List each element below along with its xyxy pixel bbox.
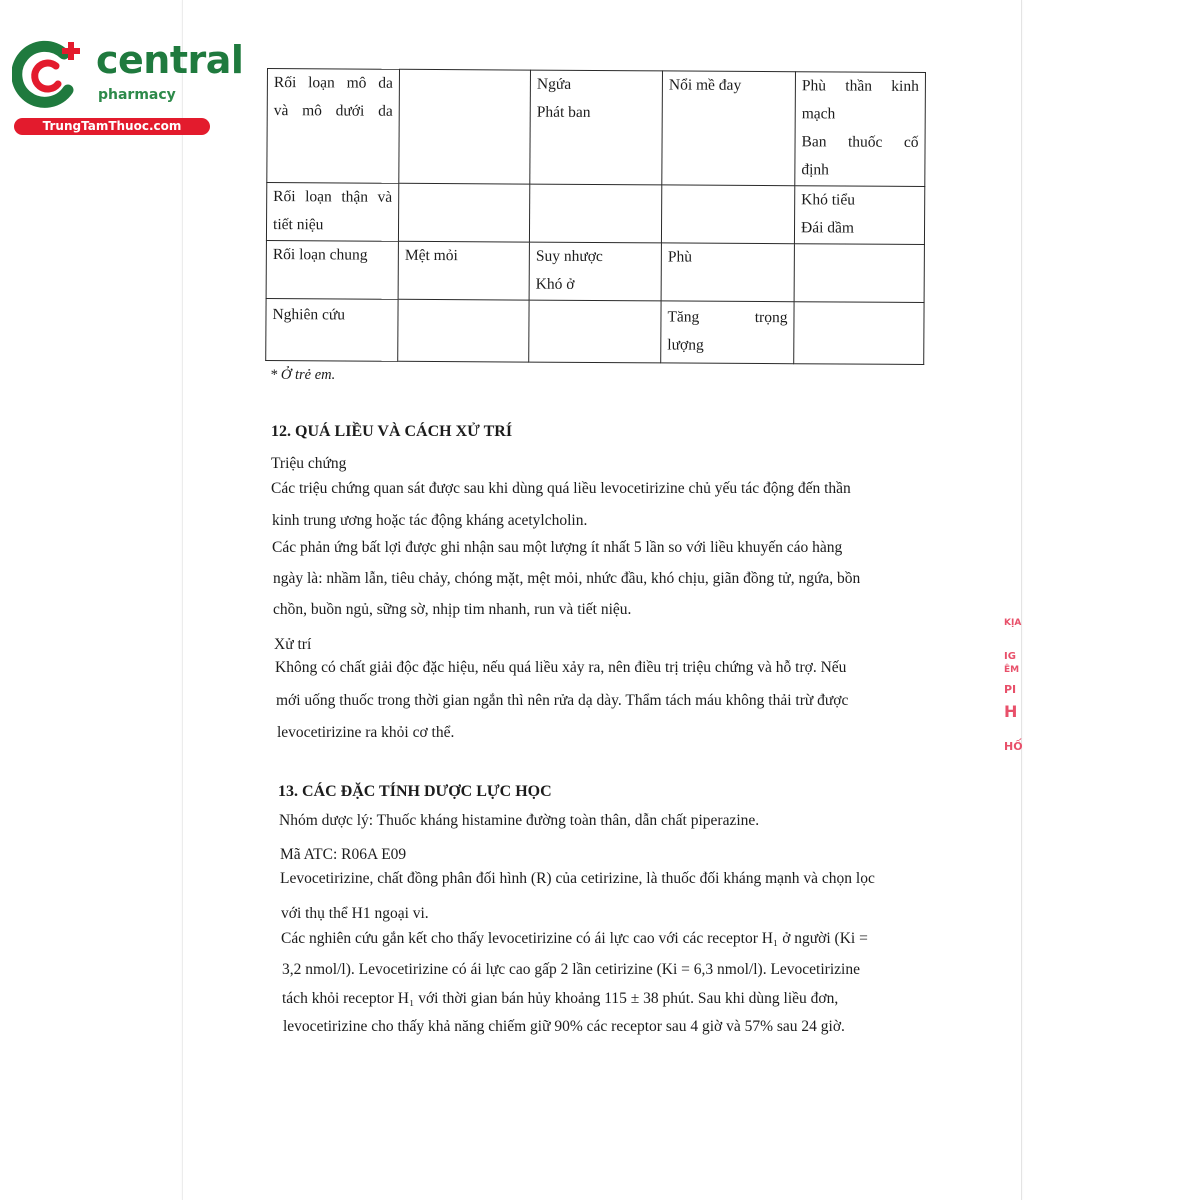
table-row	[267, 69, 926, 187]
table-cell: Khó tiểu Đái dầm	[794, 186, 924, 245]
logo-url-badge[interactable]: TrungTamThuoc.com	[14, 118, 210, 135]
paragraph-line: 3,2 nmol/l). Levocetirizine có ái lực cao gấp 2 lần cetirizine (Ki = 6,3 nmol/l). Levocetirizine	[282, 961, 860, 978]
table-cell: Phù	[661, 243, 794, 302]
adverse-reactions-table	[265, 68, 926, 365]
paragraph-line: với thụ thể H1 ngoại vi.	[281, 905, 429, 922]
table-cell: Rối loạn mô da và mô dưới da	[267, 69, 400, 184]
table-cell: Rối loạn chung	[266, 240, 398, 299]
paragraph-line: Nhóm dược lý: Thuốc kháng histamine đường toàn thân, dẫn chất piperazine.	[279, 812, 760, 829]
paragraph-line: Các nghiên cứu gắn kết cho thấy levocetirizine có ái lực cao với các receptor H₁ ở người (Ki =	[281, 930, 868, 947]
table-cell	[529, 184, 661, 243]
paragraph-line: mới uống thuốc trong thời gian ngắn thì nên rửa dạ dày. Thẩm tách máu không thải trừ được	[276, 692, 849, 709]
table-cell	[398, 183, 529, 242]
table-cell: Phù thần kinh mạch Ban thuốc cố định	[795, 72, 926, 187]
paragraph-line: chồn, buồn ngủ, sững sờ, nhịp tim nhanh, run và tiết niệu.	[273, 601, 632, 618]
table-cell	[661, 185, 794, 244]
table-cell	[794, 244, 924, 303]
table-row	[266, 298, 924, 364]
section-12-heading: 12. QUÁ LIỀU VÀ CÁCH XỬ TRÍ	[271, 423, 513, 440]
paragraph-line: tách khỏi receptor H₁ với thời gian bán hủy khoảng 115 ± 38 phút. Sau khi dùng liều đơn,	[282, 990, 839, 1007]
paragraph-line: Không có chất giải độc đặc hiệu, nếu quá liều xảy ra, nên điều trị triệu chứng và hỗ trợ. Nếu	[275, 659, 847, 676]
logo-brand: central	[96, 38, 244, 82]
table-cell: Ngứa Phát ban	[530, 70, 663, 185]
logo-subtitle: pharmacy	[98, 87, 176, 103]
paragraph-line: Các triệu chứng quan sát được sau khi dùng quá liều levocetirizine chủ yếu tác động đến thần	[271, 480, 851, 497]
paragraph-line: Levocetirizine, chất đồng phân đối hình (R) của cetirizine, là thuốc đối kháng mạnh và chọn lọc	[280, 870, 875, 887]
paragraph-line: ngày là: nhầm lẫn, tiêu chảy, chóng mặt, mệt mỏi, nhức đầu, khó chịu, giãn đồng tử, ngứa, bồn	[273, 570, 861, 587]
treatment-subheading: Xử trí	[274, 636, 312, 653]
paragraph-line: Các phản ứng bất lợi được ghi nhận sau một lượng ít nhất 5 lần so với liều khuyến cáo hàng	[272, 539, 843, 556]
table-cell	[399, 69, 531, 184]
central-logo-icon	[12, 40, 86, 110]
table-cell: Nghiên cứu	[266, 298, 398, 361]
table-cell: Tăng trọng lượng	[661, 301, 794, 364]
paragraph-line: kinh trung ương hoặc tác động kháng acetylcholin.	[272, 512, 588, 529]
paragraph-line: levocetirizine cho thấy khả năng chiếm giữ 90% các receptor sau 4 giờ và 57% sau 24 giờ.	[283, 1018, 845, 1035]
table-cell	[529, 300, 661, 363]
table-cell: Suy nhược Khó ở	[529, 242, 661, 301]
table-cell: Mệt mỏi	[398, 241, 529, 300]
paragraph-line: Mã ATC: R06A E09	[280, 846, 407, 863]
table-row	[266, 183, 924, 245]
table-cell: Nổi mề đay	[662, 71, 796, 186]
table-footnote: * Ở trẻ em.	[270, 367, 336, 383]
table-cell	[794, 302, 924, 365]
table-cell: Rối loạn thận và tiết niệu	[266, 183, 398, 242]
symptoms-subheading: Triệu chứng	[271, 455, 347, 472]
paragraph-line: levocetirizine ra khỏi cơ thể.	[277, 724, 455, 741]
red-stamp: KỊA IG ÊM PI H HỐ	[1004, 618, 1023, 753]
table-cell	[398, 299, 529, 362]
pharmacy-logo[interactable]	[10, 38, 244, 138]
section-13-heading: 13. CÁC ĐẶC TÍNH DƯỢC LỰC HỌC	[278, 783, 552, 800]
table-row	[266, 240, 924, 302]
